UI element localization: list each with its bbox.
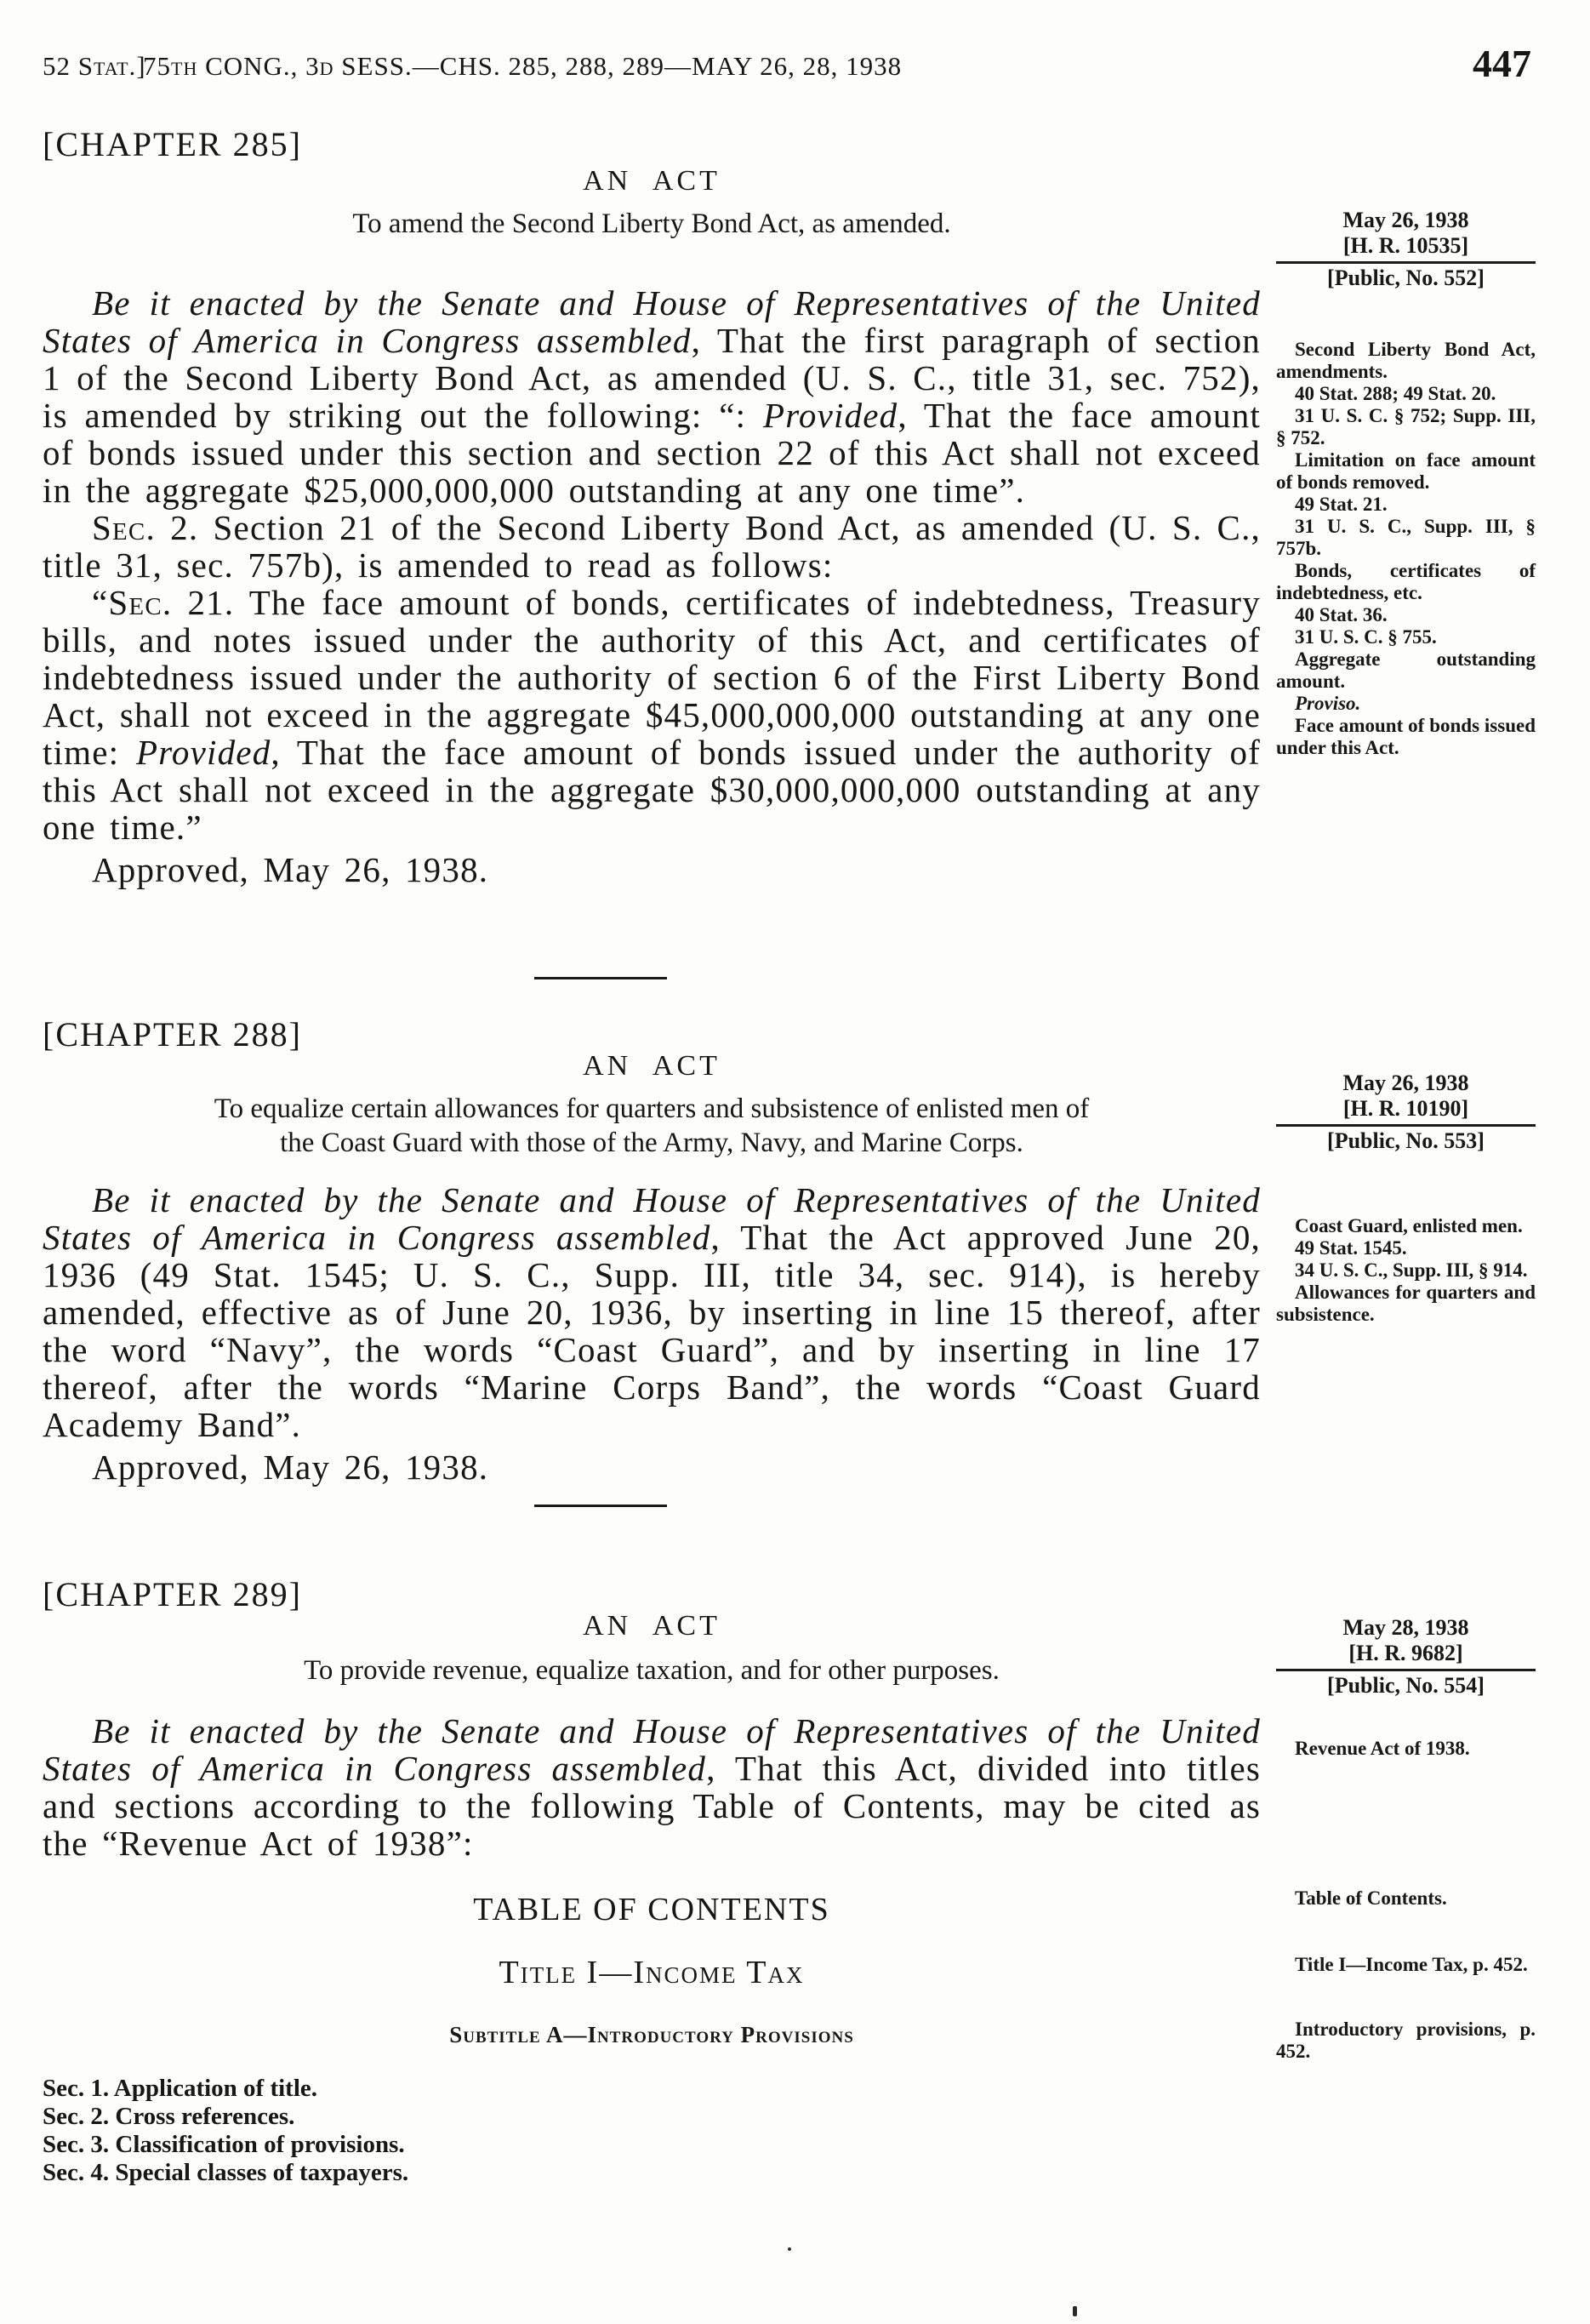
chapter-288-body: [43, 1181, 1261, 1486]
act-date: May 26, 1938: [1342, 208, 1469, 232]
act-date: May 26, 1938: [1342, 1071, 1469, 1095]
margin-note: 34 U. S. C., Supp. III, § 914.: [1295, 1259, 1528, 1281]
paragraph: [43, 1181, 1261, 1443]
margin-note: 40 Stat. 36.: [1295, 604, 1388, 625]
paragraph: [43, 284, 1261, 509]
margin-note-table-of-contents: Table of Contents.: [1295, 1887, 1447, 1909]
margin-note-introductory: Introductory provisions, p. 452.: [1276, 2019, 1536, 2062]
chapter-288-heading: [CHAPTER 288]: [43, 1015, 302, 1054]
text-segment: , That the face amount of bonds issued under this section and section 22 of this Act shall not exceed in the aggregate $25,000,000,000 outstanding at any one time”.: [43, 396, 1261, 510]
toc-section-item: Sec. 4. Special classes of taxpayers.: [43, 2159, 409, 2186]
chapter-285-heading: [CHAPTER 285]: [43, 125, 302, 163]
public-law-number: [Public, No. 553]: [1327, 1128, 1485, 1153]
margin-note: 49 Stat. 21.: [1295, 494, 1388, 515]
chapter-289-an-act: AN ACT: [583, 1610, 721, 1642]
bill-number: [H. R. 10190]: [1342, 1096, 1469, 1121]
toc-heading: TABLE OF CONTENTS: [473, 1892, 830, 1927]
approval-line: Approved, May 26, 1938.: [92, 1448, 489, 1487]
toc-title-income-tax: Title I—Income Tax: [499, 1955, 805, 1990]
page-number: 447: [1473, 42, 1531, 85]
margin-note: 31 U. S. C. § 752; Supp. III, § 752.: [1276, 405, 1536, 448]
margin-notes-ch285: [1276, 339, 1536, 759]
date-note-rule: [1276, 1669, 1536, 1671]
chapter-285-act-title: To amend the Second Liberty Bond Act, as amended.: [352, 208, 951, 239]
text-segment: Sec. 2.: [92, 508, 199, 547]
margin-note: 40 Stat. 288; 49 Stat. 20.: [1295, 383, 1496, 404]
paragraph: [43, 1712, 1261, 1862]
toc-subtitle-a: Subtitle A—Introductory Provisions: [449, 2022, 854, 2047]
date-note-ch288: [1276, 1071, 1536, 1154]
text-segment: , That the Act approved June 20, 1936 (49 Stat. 1545; U. S. C., Supp. III, title 34, sec. 914), is hereby amended, effective as of June 20, 1936, by inserting in line 15 thereof, after the word “Navy”, the words “Coast Guard”, and by inserting in line 17 thereof, after the words “Marine Corps Band”, the words “Coast Guard Academy Band”.: [43, 1218, 1261, 1444]
paragraph: [43, 509, 1261, 584]
margin-note: Bonds, certificates of indebtedness, etc.: [1276, 560, 1536, 603]
session-line: 75th CONG., 3d SESS.—CHS. 285, 288, 289—MAY 26, 28, 1938: [143, 51, 903, 81]
text-segment: , That this Act, divided into titles and sections according to the following Table of Contents, may be cited as the “Revenue Act of 1938”:: [43, 1749, 1262, 1863]
margin-note: Limitation on face amount of bonds removed.: [1276, 449, 1536, 493]
margin-note-title-income: Title I—Income Tax, p. 452.: [1295, 1954, 1528, 1975]
scan-speck: [788, 2247, 791, 2251]
public-law-number: [Public, No. 554]: [1327, 1673, 1485, 1698]
text-segment: Be it enacted by the Senate and House of Representatives of the United States of America in Congress assembled: [43, 1180, 1261, 1257]
margin-note: 31 U. S. C. § 755.: [1295, 626, 1437, 648]
margin-note: 31 U. S. C., Supp. III, § 757b.: [1276, 516, 1536, 559]
volume-label: 52 Stat.]: [43, 51, 146, 81]
margin-note: Allowances for quarters and subsistence.: [1276, 1282, 1536, 1325]
running-head: [43, 42, 1531, 99]
margin-note: Face amount of bonds issued under this Act.: [1276, 715, 1536, 758]
date-note-rule: [1276, 261, 1536, 264]
text-segment: , That the first paragraph of section 1 of the Second Liberty Bond Act, as amended (U. S. C., title 31, sec. 752), is amended by striking out the following: “:: [43, 321, 1261, 435]
text-segment: The face amount of bonds, certificates of indebtedness, Treasury bills, and notes issued under the authority of this Act, and certificates of indebtedness issued under the authority of section 6 of the First Liberty Bond Act, shall not exceed in the aggregate $45,000,000,000 outstanding at any one time:: [43, 583, 1261, 772]
paragraph: [43, 584, 1261, 846]
act-title-line: the Coast Guard with those of the Army, Navy, and Marine Corps.: [280, 1128, 1023, 1158]
date-note-rule: [1276, 1124, 1536, 1127]
bill-number: [H. R. 9682]: [1348, 1641, 1463, 1665]
scan-speck: [1073, 2306, 1077, 2316]
margin-note: Second Liberty Bond Act, amendments.: [1276, 339, 1536, 382]
text-segment: Provided: [136, 733, 271, 772]
margin-note: Coast Guard, enlisted men.: [1295, 1215, 1523, 1236]
toc-section-item: Sec. 3. Classification of provisions.: [43, 2131, 405, 2158]
chapter-289-body: [43, 1712, 1261, 1862]
act-date: May 28, 1938: [1342, 1615, 1469, 1640]
toc-section-item: Sec. 1. Application of title.: [43, 2075, 318, 2102]
chapter-285-body: [43, 284, 1261, 888]
text-segment: , That the face amount of bonds issued under the authority of this Act shall not exceed in the aggregate $30,000,000,000 outstanding at any one time.”: [43, 733, 1261, 847]
chapter-288-an-act: AN ACT: [583, 1050, 721, 1082]
margin-notes-ch288: [1276, 1215, 1536, 1326]
margin-note: Aggregate outstanding amount.: [1276, 648, 1536, 692]
chapter-289-act-title: To provide revenue, equalize taxation, and for other purposes.: [304, 1655, 1000, 1686]
margin-note-revenue-act: Revenue Act of 1938.: [1295, 1738, 1470, 1759]
bill-number: [H. R. 10535]: [1342, 233, 1469, 258]
date-note-ch289: [1276, 1615, 1536, 1699]
section-divider: [534, 1505, 667, 1507]
public-law-number: [Public, No. 552]: [1327, 266, 1485, 290]
chapter-288-act-title: [43, 1092, 1261, 1160]
section-divider: [534, 977, 667, 979]
text-segment: Section 21 of the Second Liberty Bond Act, as amended (U. S. C., title 31, sec. 757b), is amended to read as follows:: [43, 508, 1261, 585]
text-segment: Be it enacted by the Senate and House of Representatives of the United States of America in Congress assembled: [43, 283, 1261, 360]
toc-section-list: [43, 2075, 1261, 2187]
text-segment: Be it enacted by the Senate and House of Representatives of the United States of America in Congress assembled: [43, 1711, 1261, 1788]
chapter-285-an-act: AN ACT: [583, 165, 721, 197]
text-segment: Sec. 21.: [108, 583, 235, 622]
act-title-line: To equalize certain allowances for quarters and subsistence of enlisted men of: [214, 1093, 1090, 1124]
toc-section-item: Sec. 2. Cross references.: [43, 2103, 295, 2130]
margin-note: 49 Stat. 1545.: [1295, 1237, 1407, 1259]
text-segment: “: [92, 583, 109, 622]
text-segment: Provided: [763, 396, 898, 435]
date-note-ch285: [1276, 208, 1536, 291]
margin-note: Proviso.: [1295, 693, 1361, 714]
chapter-289-heading: [CHAPTER 289]: [43, 1575, 302, 1613]
approval-line: Approved, May 26, 1938.: [92, 850, 489, 889]
